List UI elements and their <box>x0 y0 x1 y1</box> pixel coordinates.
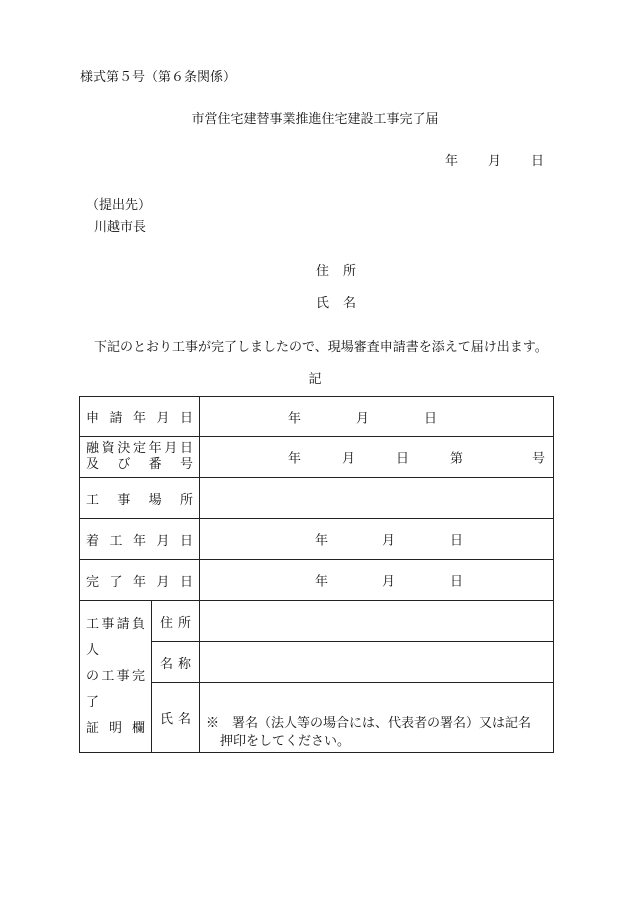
day-label: 日 <box>450 574 464 590</box>
day-label: 日 <box>396 451 410 467</box>
year-label: 年 <box>315 533 329 549</box>
signature-note-line1: ※ 署名（法人等の場合には、代表者の署名）又は記名 <box>206 716 532 731</box>
contractor-cert-label-line3: 証明欄 <box>86 720 145 736</box>
ki-heading: 記 <box>308 372 322 387</box>
completion-date-label: 完了年月日 <box>80 560 200 601</box>
month-label: 月 <box>382 533 396 549</box>
row-contractor-address <box>80 601 554 642</box>
application-date-label: 申請年月日 <box>80 397 200 437</box>
dai-label: 第 <box>450 451 464 467</box>
go-label: 号 <box>532 451 546 467</box>
submit-to-label: （提出先） <box>86 198 152 213</box>
contractor-name-field[interactable] <box>200 683 554 753</box>
row-site <box>80 478 554 519</box>
contractor-address-label: 住所 <box>152 601 200 642</box>
signature-note <box>206 715 546 751</box>
recipient-mayor: 川越市長 <box>94 220 147 235</box>
site-label: 工事場所 <box>80 478 200 519</box>
row-start-date <box>80 519 554 560</box>
contractor-cert-label-line1: 工事請負人 <box>86 616 145 658</box>
signature-note-line2: 押印をしてください。 <box>220 734 351 749</box>
loan-decision-label <box>80 437 200 478</box>
month-label: 月 <box>342 451 356 467</box>
contractor-company-label: 名称 <box>152 642 200 683</box>
completion-date-field[interactable] <box>200 560 554 601</box>
application-date-field[interactable] <box>200 397 554 437</box>
applicant-name-label: 氏名 <box>316 296 371 311</box>
completion-form-table <box>79 396 554 753</box>
start-date-field[interactable] <box>200 519 554 560</box>
form-number: 様式第５号（第６条関係） <box>80 70 237 85</box>
date-month-label: 月 <box>488 154 502 169</box>
month-label: 月 <box>356 411 370 426</box>
month-label: 月 <box>382 574 396 590</box>
loan-decision-label-line2: 及び番号 <box>86 457 194 472</box>
applicant-address-label: 住所 <box>316 264 371 279</box>
date-year-label: 年 <box>445 154 459 169</box>
year-label: 年 <box>288 451 302 467</box>
year-label: 年 <box>288 411 302 426</box>
contractor-cert-label <box>80 601 152 753</box>
row-loan-decision <box>80 437 554 478</box>
row-completion-date <box>80 560 554 601</box>
date-day-label: 日 <box>531 154 545 169</box>
row-contractor-name <box>80 683 554 753</box>
body-text: 下記のとおり工事が完了しましたので、現場審査申請書を添えて届け出ます。 <box>94 340 548 355</box>
submission-date <box>445 150 544 169</box>
contractor-address-field[interactable] <box>200 601 554 642</box>
day-label: 日 <box>450 533 464 549</box>
row-contractor-company <box>80 642 554 683</box>
site-field[interactable] <box>200 478 554 519</box>
row-application-date <box>80 397 554 437</box>
loan-decision-field[interactable] <box>200 437 554 478</box>
document-title: 市営住宅建替事業推進住宅建設工事完了届 <box>191 112 439 127</box>
loan-decision-label-line1: 融資決定年月日 <box>86 441 194 456</box>
contractor-company-field[interactable] <box>200 642 554 683</box>
contractor-cert-label-line2: の工事完了 <box>86 668 145 710</box>
year-label: 年 <box>315 574 329 590</box>
contractor-name-label: 氏名 <box>152 683 200 753</box>
day-label: 日 <box>424 411 438 426</box>
start-date-label: 着工年月日 <box>80 519 200 560</box>
